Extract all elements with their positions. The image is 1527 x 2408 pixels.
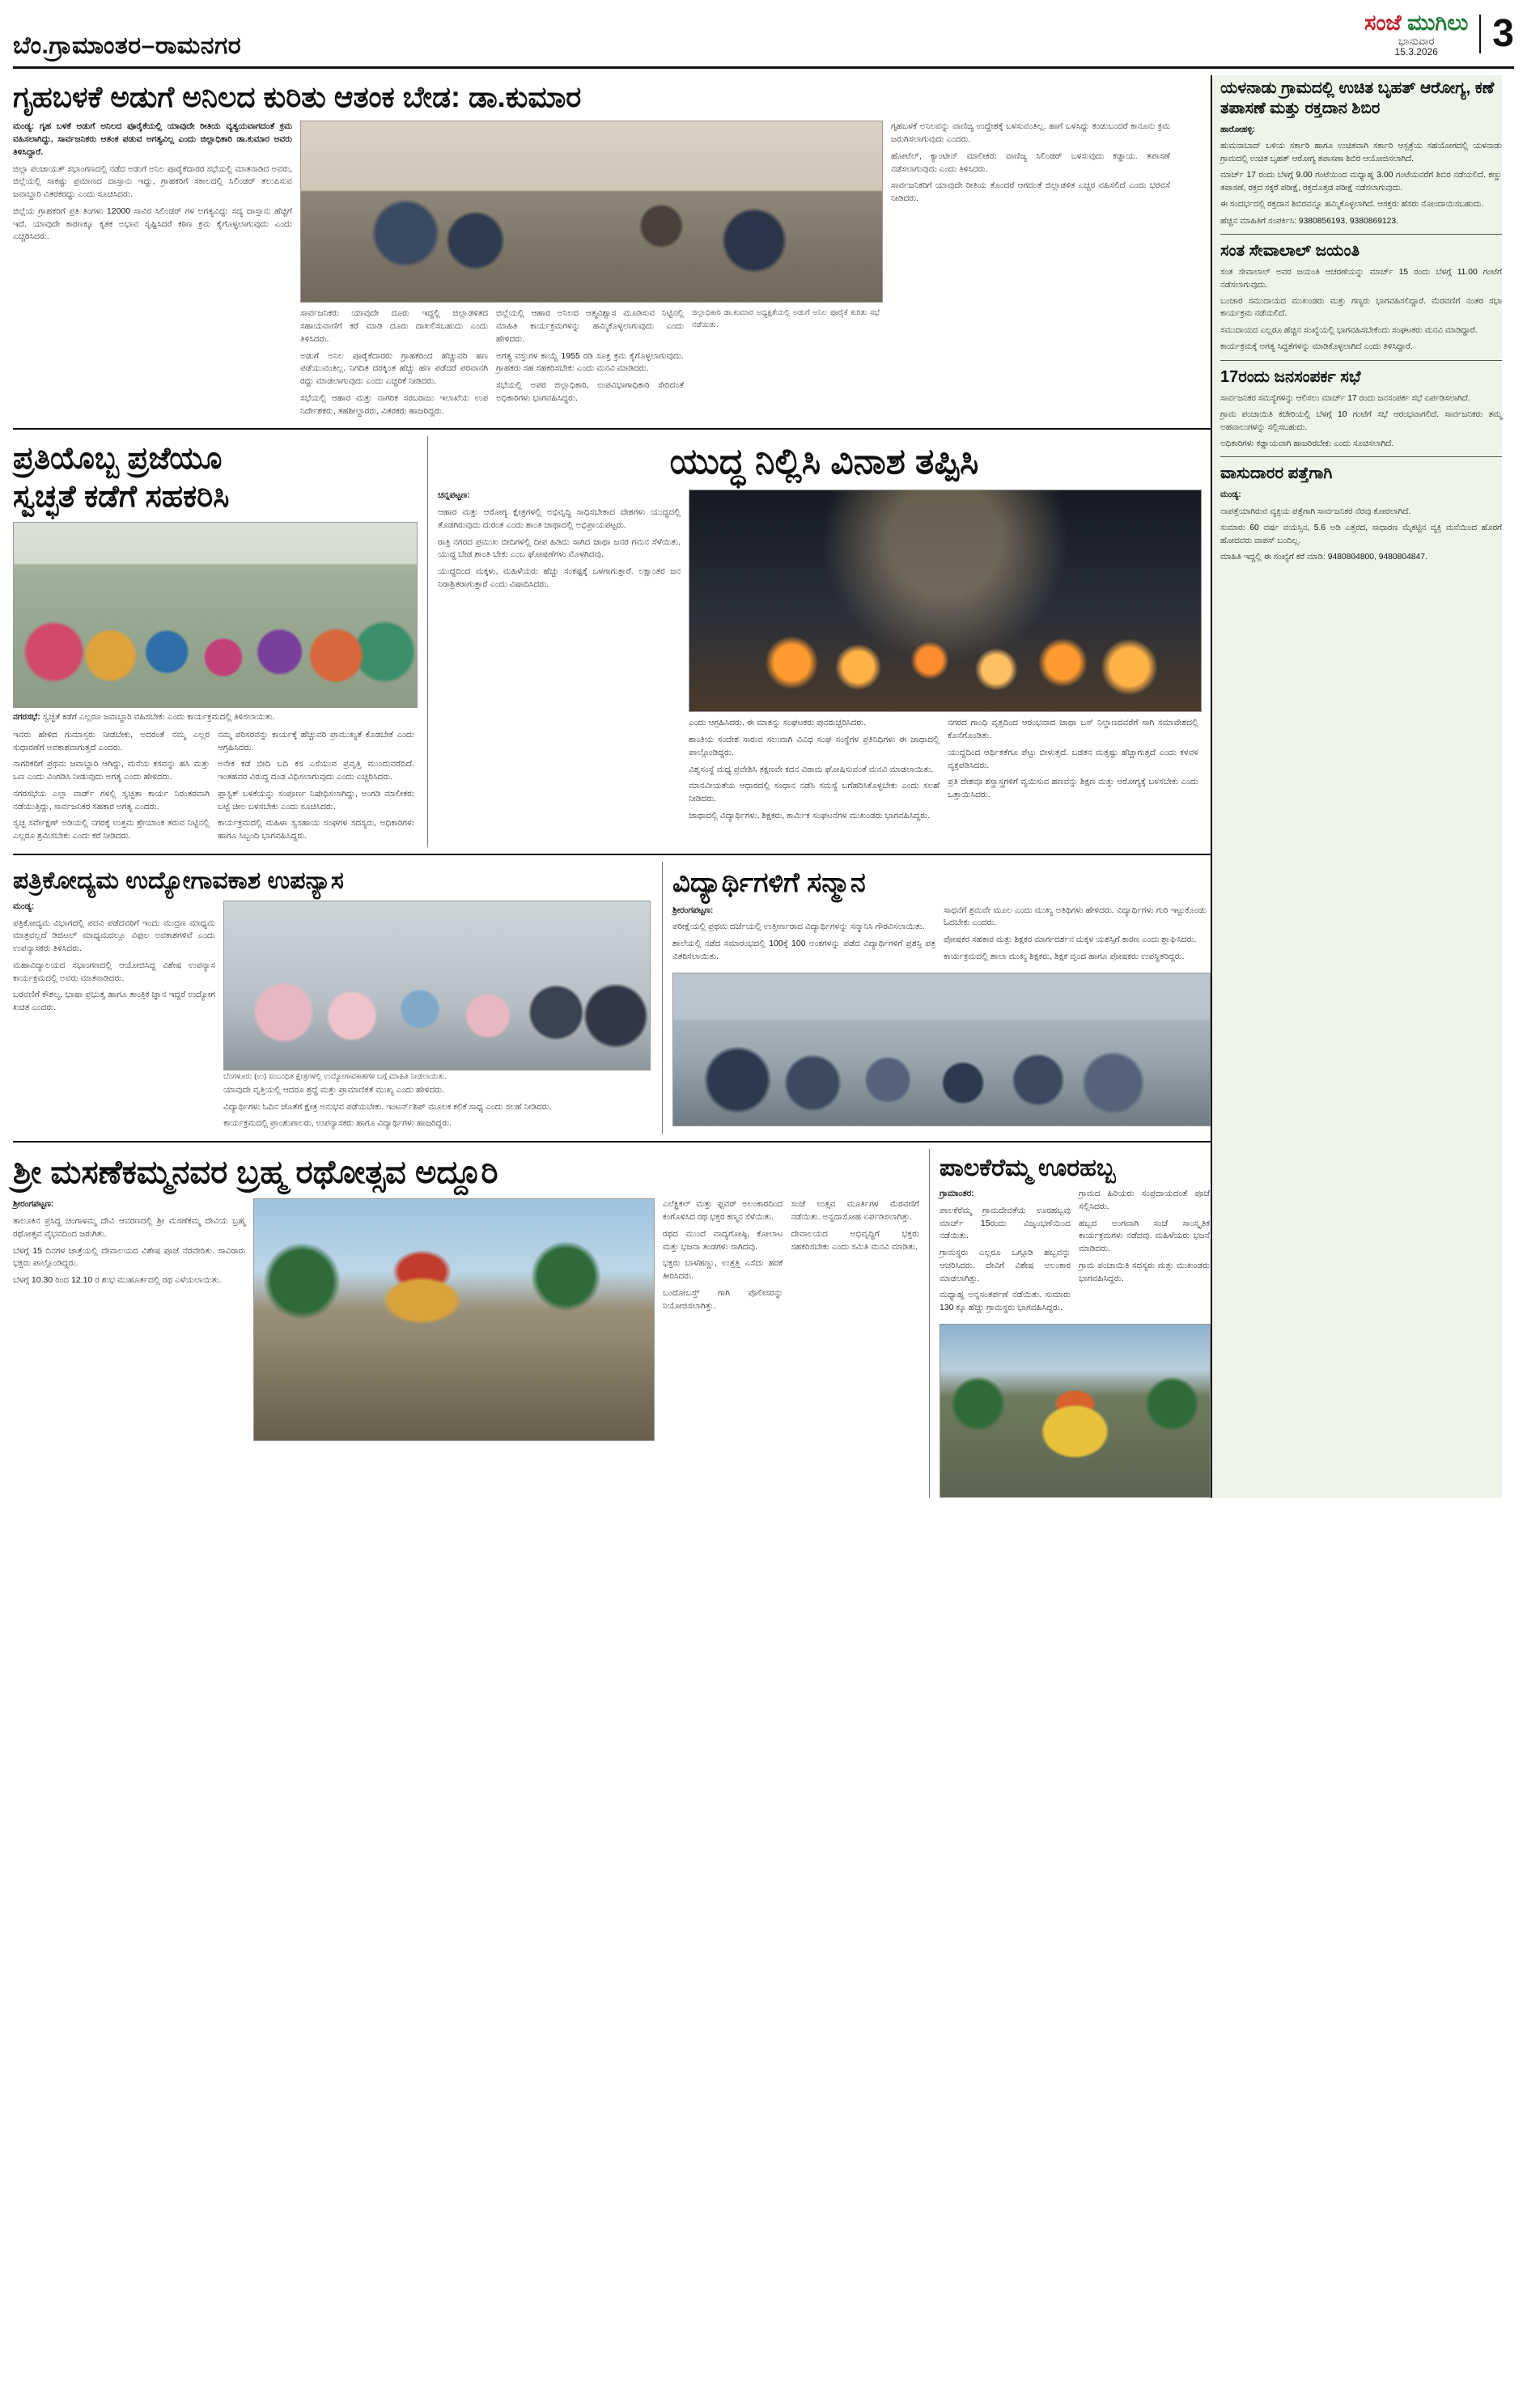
paragraph: ಪರೀಕ್ಷೆಯಲ್ಲಿ ಪ್ರಥಮ ದರ್ಜೆಯಲ್ಲಿ ಉತ್ತೀರ್ಣರಾದ ವಿದ್ಯಾರ್ಥಿಗಳನ್ನು ಸನ್ಮಾನಿಸಿ ಗೌರವಿಸಲಾಯಿತು.	[672, 922, 925, 932]
story-palakeremma	[940, 1149, 1211, 1498]
rail-health-camp-label: ಹಾರೋಹಳ್ಳಿ:	[1220, 125, 1255, 134]
logo-text-part2: ಮುಗಿಲು	[1407, 11, 1469, 35]
story-rathotsava-col2	[663, 1198, 783, 1316]
students-photo	[672, 973, 1211, 1126]
paragraph: ಎಂದು ಆಗ್ರಹಿಸಿದರು. ಈ ಮಾತನ್ನು ಸಂಘಟಕರು ಪುನರುಚ್ಚರಿಸಿದರು.	[689, 718, 867, 728]
paragraph: ಯುದ್ಧದಿಂದ ಆರ್ಥಿಕತೆಗೂ ಪೆಟ್ಟು ಬೀಳುತ್ತದೆ. ಬಡತನ ಮತ್ತಷ್ಟು ಹೆಚ್ಚಾಗುತ್ತದೆ ಎಂದು ಕಳವಳ ವ್ಯಕ್ತಪಡಿಸಿದರು.	[948, 747, 1198, 770]
story-journalism-col2	[223, 1084, 651, 1130]
paragraph: ಸಮುದಾಯದ ಎಲ್ಲರೂ ಹೆಚ್ಚಿನ ಸಂಖ್ಯೆಯಲ್ಲಿ ಭಾಗವಹಿಸಬೇಕೆಂದು ಸಂಘಟಕರು ಮನವಿ ಮಾಡಿದ್ದಾರೆ.	[1220, 325, 1478, 335]
paragraph: ಮಾಹಿತಿ ಇದ್ದಲ್ಲಿ ಈ ಸಂಖ್ಯೆಗೆ ಕರೆ ಮಾಡಿ: 9480804800, 9480804847.	[1220, 553, 1427, 562]
paragraph: ಕಾರ್ಯಕ್ರಮದಲ್ಲಿ ಪ್ರಾಂಶುಪಾಲರು, ಉಪನ್ಯಾಸಕರು ಹಾಗೂ ವಿದ್ಯಾರ್ಥಿಗಳು ಹಾಜರಿದ್ದರು.	[223, 1118, 452, 1129]
paragraph: ಬರವಣಿಗೆ ಕೌಶಲ್ಯ, ಭಾಷಾ ಪ್ರಭುತ್ವ ಹಾಗೂ ತಾಂತ್ರಿಕ ಜ್ಞಾನ ಇದ್ದರೆ ಉದ್ಯೋಗ ಖಚಿತ ಎಂದರು.	[13, 990, 215, 1013]
paragraph: ಮಾನವೀಯತೆಯ ಆಧಾರದಲ್ಲಿ ಸಂಧಾನ ನಡೆಸಿ ಸಮಸ್ಯೆ ಬಗೆಹರಿಸಿಕೊಳ್ಳಬೇಕು ಎಂದು ಸಲಹೆ ನೀಡಿದರು.	[689, 781, 940, 804]
story-student-felicitation	[672, 862, 1211, 1134]
paragraph: ಬಂಜಾರ ಸಮುದಾಯದ ಮುಖಂಡರು ಮತ್ತು ಗಣ್ಯರು ಭಾಗವಹಿಸಲಿದ್ದಾರೆ. ಮೆರವಣಿಗೆ ನಂತರ ಸಭಾ ಕಾರ್ಯಕ್ರಮ ನಡೆಯಲಿದೆ.	[1220, 296, 1502, 319]
paragraph: ಶಾಲೆಯಲ್ಲಿ ನಡೆದ ಸಮಾರಂಭದಲ್ಲಿ 100ಕ್ಕೆ 100 ಅಂಕಗಳನ್ನು ಪಡೆದ ವಿದ್ಯಾರ್ಥಿಗಳಿಗೆ ಪ್ರಶಸ್ತಿ ಪತ್ರ ವಿತರಿಸಲಾಯಿತು.	[672, 939, 935, 961]
rail-health-camp-headline: ಯಳನಾಡು ಗ್ರಾಮದಲ್ಲಿ ಉಚಿತ ಬೃಹತ್ ಆರೋಗ್ಯ, ಕಣೆ ತಪಾಸಣೆ ಮತ್ತು ರಕ್ತದಾನ ಶಿಬಿರ	[1220, 79, 1495, 117]
paragraph: ಅಡುಗೆ ಅನಿಲ ಪೂರೈಕೆದಾರರು ಗ್ರಾಹಕರಿಂದ ಹೆಚ್ಚುವರಿ ಹಣ ಪಡೆಯುವಂತಿಲ್ಲ. ನಿಗದಿತ ದರಕ್ಕಿಂತ ಹೆಚ್ಚು ಹಣ ಪಡೆದರೆ ಪರವಾನಗಿ ರದ್ದು ಮಾಡಲಾಗುವುದು ಎಂದು ಎಚ್ಚರಿಕೆ ನೀಡಿದರು.	[300, 350, 488, 387]
story-stop-war-col1	[438, 490, 681, 595]
paragraph: ಮಾರ್ಚ್ 17 ರಂದು ಬೆಳಗ್ಗೆ 9.00 ಗಂಟೆಯಿಂದ ಮಧ್ಯಾಹ್ನ 3.00 ಗಂಟೆಯವರೆಗೆ ಶಿಬಿರ ನಡೆಯಲಿದೆ. ಕಣ್ಣು ತಪಾಸಣೆ, ರಕ್ತದ ಸಕ್ಕರೆ ಪರೀಕ್ಷೆ, ರಕ್ತದೊತ್ತಡ ಪರೀಕ್ಷೆ ನಡೆಸಲಾಗುವುದು.	[1220, 171, 1502, 193]
story-rathotsava-col1	[13, 1198, 245, 1291]
paragraph: ಅಧಿಕಾರಿಗಳು ಕಡ್ಡಾಯವಾಗಿ ಹಾಜರಿರಬೇಕು ಎಂದು ಸೂಚಿಸಲಾಗಿದೆ.	[1220, 439, 1394, 448]
paragraph: ಸಾರ್ವಜನಿಕರ ಸಮಸ್ಯೆಗಳನ್ನು ಆಲಿಸಲು ಮಾರ್ಚ್ 17 ರಂದು ಜನಸಂಪರ್ಕ ಸಭೆ ಏರ್ಪಡಿಸಲಾಗಿದೆ.	[1220, 393, 1470, 403]
story-rathotsava-headline: ಶ್ರೀ ಮಸಣೆಕಮ್ಮನವರ ಬ್ರಹ್ಮ ರಥೋತ್ಸವ ಅದ್ದೂರಿ	[13, 1155, 498, 1191]
page-number: 3	[1479, 15, 1514, 53]
paragraph: ಸಾರ್ವಜನಿಕರು ಯಾವುದೇ ದೂರು ಇದ್ದಲ್ಲಿ ಜಿಲ್ಲಾಡಳಿತದ ಸಹಾಯವಾಣಿಗೆ ಕರೆ ಮಾಡಿ ದೂರು ದಾಖಲಿಸಬಹುದು ಎಂದು ತಿಳಿಸಿದರು.	[300, 308, 488, 344]
story-palakeremma-label: ಗ್ರಾಮಾಂತರ:	[940, 1189, 974, 1199]
story-journalism-headline: ಪತ್ರಿಕೋದ್ಯಮ ಉದ್ಯೋಗಾವಕಾಶ ಉಪನ್ಯಾಸ	[13, 867, 344, 894]
second-row	[13, 436, 1211, 846]
women-group-photo	[13, 522, 418, 708]
story-gas-supply-headline: ಗೃಹಬಳಕೆ ಅಡುಗೆ ಅನಿಲದ ಕುರಿತು ಆತಂಕ ಬೇಡ: ಡಾ.ಕುಮಾರ	[13, 80, 582, 113]
paragraph: ವಿಶ್ವಸಂಸ್ಥೆ ಮಧ್ಯ ಪ್ರವೇಶಿಸಿ ತಕ್ಷಣವೇ ಕದನ ವಿರಾಮ ಘೋಷಿಸುವಂತೆ ಮನವಿ ಮಾಡಲಾಯಿತು.	[689, 764, 934, 774]
paragraph: ಗ್ರಾಮ ಪಂಚಾಯಿತಿ ಕಚೇರಿಯಲ್ಲಿ ಬೆಳಗ್ಗೆ 10 ಗಂಟೆಗೆ ಸಭೆ ಆರಂಭವಾಗಲಿದೆ. ಸಾರ್ವಜನಿಕರು ತಮ್ಮ ಅಹವಾಲುಗಳನ್ನು ಸಲ್ಲಿಸಬಹುದು.	[1220, 410, 1502, 432]
paragraph: ಸುಮಾರು 60 ವರ್ಷ ವಯಸ್ಸಿನ, 5.6 ಅಡಿ ಎತ್ತರದ, ಸಾಧಾರಣ ಮೈಕಟ್ಟಿನ ವ್ಯಕ್ತಿ ಮನೆಯಿಂದ ಹೊರಗೆ ಹೋದವರು ವಾಪಸ್ ಬಂದಿಲ್ಲ.	[1220, 524, 1502, 545]
paragraph: ಆಹಾರ ಮತ್ತು ಆರೋಗ್ಯ ಕ್ಷೇತ್ರಗಳಲ್ಲಿ ಅಭಿವೃದ್ಧಿ ಸಾಧಿಸಬೇಕಾದ ದೇಶಗಳು ಯುದ್ಧದಲ್ಲಿ ತೊಡಗಿರುವುದು ದುರಂತ ಎಂದು ಶಾಂತಿ ಜಾಥಾದಲ್ಲಿ ಅಭಿಪ್ರಾಯಪಟ್ಟರು.	[438, 507, 681, 530]
paragraph: ಸಭೆಯಲ್ಲಿ ಆಹಾರ ಮತ್ತು ನಾಗರಿಕ ಸರಬರಾಜು ಇಲಾಖೆಯ ಉಪ ನಿರ್ದೇಶಕರು, ತಹಶೀಲ್ದಾರರು, ವಿತರಕರು ಹಾಜರಿದ್ದರು.	[300, 392, 488, 416]
paragraph: ಬಂದೋಬಸ್ತ್ ಗಾಗಿ ಪೊಲೀಸರನ್ನು ನಿಯೋಜಿಸಲಾಗಿತ್ತು.	[662, 1287, 783, 1311]
paragraph: ನಗರಸಭೆಯ ಎಲ್ಲಾ ವಾರ್ಡ್ ಗಳಲ್ಲಿ ಸ್ವಚ್ಛತಾ ಕಾರ್ಯ ನಿರಂತರವಾಗಿ ನಡೆಯುತ್ತಿದ್ದು, ಸಾರ್ವಜನಿಕರ ಸಹಕಾರ ಅಗತ್ಯ ಎಂದರು.	[13, 788, 210, 812]
paragraph: ಯುದ್ಧದಿಂದ ಮಕ್ಕಳು, ಮಹಿಳೆಯರು ಹೆಚ್ಚು ಸಂಕಷ್ಟಕ್ಕೆ ಒಳಗಾಗುತ್ತಾರೆ. ಲಕ್ಷಾಂತರ ಜನ ನಿರಾಶ್ರಿತರಾಗುತ್ತಾರೆ ಎಂದು ವಿಷಾದಿಸಿದರು.	[438, 566, 681, 589]
paragraph: ಕಾರ್ಯಕ್ರಮದಲ್ಲಿ ಶಾಲಾ ಮುಖ್ಯ ಶಿಕ್ಷಕರು, ಶಿಕ್ಷಕ ವೃಂದ ಹಾಗೂ ಪೋಷಕರು ಉಪಸ್ಥಿತರಿದ್ದರು.	[944, 951, 1185, 961]
story-gas-supply-caption-col	[692, 307, 880, 422]
story-journalism	[13, 862, 652, 1134]
paragraph: ಎಲೆಕ್ಟ್ರಿಕಲ್ ಮತ್ತು ಫ್ಲವರ್ ಅಲಂಕಾರದಿಂದ ಕಂಗೊಳಿಸಿದ ರಥ ಭಕ್ತರ ಕಣ್ಮನ ಸೆಳೆಯಿತು.	[662, 1199, 783, 1223]
paragraph: ವಿದ್ಯಾರ್ಥಿಗಳು ಓದಿನ ಜೊತೆಗೆ ಕ್ಷೇತ್ರ ಅನುಭವ ಪಡೆಯಬೇಕು. ಇಂಟರ್ನ್‌ಶಿಪ್ ಮೂಲಕ ಕಲಿಕೆ ಸಾಧ್ಯ ಎಂದು ಸಲಹೆ ನೀಡಿದರು.	[223, 1101, 552, 1112]
story-gas-supply	[13, 80, 1211, 422]
paragraph: ಹಬ್ಬದ ಅಂಗವಾಗಿ ಸಂಜೆ ಸಾಂಸ್ಕೃತಿಕ ಕಾರ್ಯಕ್ರಮಗಳು ನಡೆದವು. ಮಹಿಳೆಯರು ಭಜನೆ ಮಾಡಿದರು.	[1079, 1218, 1210, 1254]
story-palakeremma-headline: ಪಾಲಕೆರೆಮ್ಮ ಊರಹಬ್ಬ	[940, 1155, 1116, 1182]
paragraph: ಗ್ರಾಮದ ಹಿರಿಯರು ಸಂಪ್ರದಾಯದಂತೆ ಪೂಜೆ ಸಲ್ಲಿಸಿದರು.	[1079, 1189, 1210, 1211]
paragraph: ಶಾಂತಿಯ ಸಂದೇಶ ಸಾರುವ ಸಲುವಾಗಿ ವಿವಿಧ ಸಂಘ ಸಂಸ್ಥೆಗಳ ಪ್ರತಿನಿಧಿಗಳು ಈ ಜಾಥಾದಲ್ಲಿ ಪಾಲ್ಗೊಂಡಿದ್ದರು.	[689, 735, 940, 757]
story-rathotsava-col3	[791, 1198, 919, 1257]
paragraph: ಪ್ರತಿ ದೇಶವೂ ಶಸ್ತ್ರಾಸ್ತ್ರಗಳಿಗೆ ವ್ಯಯಿಸುವ ಹಣವನ್ನು ಶಿಕ್ಷಣ ಮತ್ತು ಆರೋಗ್ಯಕ್ಕೆ ಬಳಸಬೇಕು ಎಂದು ಒತ್ತಾಯಿಸಿದರು.	[948, 777, 1198, 800]
story-cleanliness-headline-line2: ಸ್ವಚ್ಛತೆ ಕಡೆಗೆ ಸಹಕರಿಸಿ	[13, 480, 230, 515]
story-palakeremma-col1	[940, 1188, 1071, 1319]
paragraph: ಗೃಹಬಳಕೆ ಅನಿಲವನ್ನು ವಾಣಿಜ್ಯ ಉದ್ದೇಶಕ್ಕೆ ಬಳಸುವಂತಿಲ್ಲ. ಹಾಗೆ ಬಳಸಿದ್ದು ಕಂಡುಬಂದರೆ ಕಾನೂನು ಕ್ರಮ ಜರುಗಿಸಲಾಗುವುದು ಎಂದರು.	[891, 121, 1170, 145]
fourth-row	[13, 1149, 1211, 1498]
paragraph: ಇವರು ಹೇಳಿದ ಗುಮಾಸ್ತರು ನೀಡಬೇಕು, ಅದರಂತೆ ನಮ್ಮ ಎಲ್ಲರ ಸುಧಾರಣೆಗೆ ಅವಕಾಶವಾಗುತ್ತದೆ ಎಂದರು.	[13, 729, 210, 752]
story-stop-war-label: ಚನ್ನಪಟ್ಟಣ:	[438, 490, 470, 501]
paragraph: ನಾಗರಿಕರಿಗೆ ಪ್ರಥಮ ಜವಾಬ್ದಾರಿ ಆಗಿದ್ದು, ಮನೆಯ ಕಸವನ್ನು ಹಸಿ ಮತ್ತು ಒಣ ಎಂದು ವಿಂಗಡಿಸಿ ನೀಡುವುದು ಅಗತ್ಯ ಎಂದು ಹೇಳಿದರು.	[13, 759, 210, 782]
meeting-photo	[300, 121, 883, 303]
story-journalism-caption: ಬೆಂಗಳೂರು (ಉ) ಸಂಬಂಧಿತ ಕ್ಷೇತ್ರಗಳಲ್ಲಿ ಉದ್ಯೋಗಾವಕಾಶಗಳ ಬಗ್ಗೆ ಮಾಹಿತಿ ನೀಡಲಾಯಿತು.	[223, 1071, 447, 1081]
paragraph: ಮಧ್ಯಾಹ್ನ ಅನ್ನಸಂತರ್ಪಣೆ ನಡೆಯಿತು. ಸುಮಾರು 130 ಕ್ಕೂ ಹೆಚ್ಚು ಗ್ರಾಮಸ್ಥರು ಭಾಗವಹಿಸಿದ್ದರು.	[940, 1290, 1071, 1313]
paragraph: ಸಭೆಯಲ್ಲಿ ಅಪರ ಜಿಲ್ಲಾಧಿಕಾರಿ, ಉಪವಿಭಾಗಾಧಿಕಾರಿ ಸೇರಿದಂತೆ ಅಧಿಕಾರಿಗಳು ಭಾಗವಹಿಸಿದ್ದರು.	[496, 380, 684, 403]
paragraph: ರಾತ್ರಿ ನಗರದ ಪ್ರಮುಖ ಬೀದಿಗಳಲ್ಲಿ ದೀಪ ಹಿಡಿದು ಸಾಗಿದ ಜಾಥಾ ಜನರ ಗಮನ ಸೆಳೆಯಿತು. ಯುದ್ಧ ಬೇಡ ಶಾಂತಿ ಬೇಕು ಎಂಬ ಘೋಷಣೆಗಳು ಮೊಳಗಿದವು.	[438, 536, 681, 560]
third-row	[13, 862, 1211, 1134]
story-stop-war-right	[689, 490, 1202, 826]
story-cleanliness-caption-label: ನಗರಸಭೆ:	[13, 712, 40, 723]
weekday-label: ಭಾನುವಾರ	[1398, 35, 1435, 48]
story-cleanliness-caption: ಸ್ವಚ್ಛತೆ ಕಡೆಗೆ ಎಲ್ಲರೂ ಜವಾಬ್ದಾರಿ ವಹಿಸಬೇಕು ಎಂದು ಕಾರ್ಯಕ್ರಮದಲ್ಲಿ ತಿಳಿಸಲಾಯಿತು.	[42, 712, 275, 723]
story-rathotsava	[13, 1149, 919, 1498]
logo-text	[1364, 11, 1468, 34]
paragraph: ಅಗತ್ಯ ವಸ್ತುಗಳ ಕಾಯ್ದೆ 1955 ರಡಿ ಸೂಕ್ತ ಕ್ರಮ ಕೈಗೊಳ್ಳಲಾಗುವುದು. ಗ್ರಾಹಕರು ಸಹ ಸಹಕರಿಸಬೇಕು ಎಂದು ಮನವಿ ಮಾಡಿದರು.	[496, 350, 684, 374]
night-rally-photo	[689, 490, 1202, 712]
rail-sevalal-headline: ಸಂತ ಸೇವಾಲಾಲ್ ಜಯಂತಿ	[1220, 242, 1360, 261]
photo-caption: ಜಿಲ್ಲಾಧಿಕಾರಿ ಡಾ.ಕುಮಾರ ಅಧ್ಯಕ್ಷತೆಯಲ್ಲಿ ಅಡುಗೆ ಅನಿಲ ಪೂರೈಕೆ ಕುರಿತು ಸಭೆ ನಡೆಯಿತು.	[692, 308, 880, 329]
publication-logo	[1364, 11, 1468, 57]
story-journalism-label: ಮಂಡ್ಯ:	[13, 901, 35, 911]
paragraph: ಬೆಳಗ್ಗೆ 10.30 ರಿಂದ 12.10 ರ ಶುಭ ಮುಹೂರ್ತದಲ್ಲಿ ರಥ ಎಳೆಯಲಾಯಿತು.	[13, 1275, 222, 1286]
story-stop-war	[438, 436, 1211, 846]
paragraph: ದೇವಾಲಯದ ಅಭಿವೃದ್ಧಿಗೆ ಭಕ್ತರು ಸಹಕರಿಸಬೇಕು ಎಂದು ಸಮಿತಿ ಮನವಿ ಮಾಡಿತು.	[791, 1228, 919, 1252]
main-content-area	[13, 75, 1211, 1498]
paragraph: ಈ ಸಂದರ್ಭದಲ್ಲಿ ರಕ್ತದಾನ ಶಿಬಿರವನ್ನೂ ಹಮ್ಮಿಕೊಳ್ಳಲಾಗಿದೆ. ಆಸಕ್ತರು ಹೆಸರು ನೋಂದಾಯಿಸಬಹುದು.	[1220, 200, 1484, 210]
rail-item-missing-person	[1220, 464, 1502, 563]
masthead-right	[1364, 11, 1514, 57]
rail-public-meeting-headline: 17ರಂದು ಜನಸಂಪರ್ಕ ಸಭೆ	[1220, 367, 1361, 386]
paragraph: ಹೆಚ್ಚಿನ ಮಾಹಿತಿಗೆ ಸಂಪರ್ಕಿಸಿ: 9380856193, 9380869123.	[1220, 216, 1398, 226]
paragraph: ಜಾಥಾದಲ್ಲಿ ವಿದ್ಯಾರ್ಥಿಗಳು, ಶಿಕ್ಷಕರು, ಕಾರ್ಮಿಕ ಸಂಘಟನೆಗಳ ಮುಖಂಡರು ಭಾಗವಹಿಸಿದ್ದರು.	[689, 810, 931, 820]
paragraph: ಜಿಲ್ಲೆಯಲ್ಲಿ ಆಹಾರ ಅನಿಲದ ಆತ್ಮವಿಶ್ವಾಸ ಮೂಡಿಸುವ ನಿಟ್ಟಿನಲ್ಲಿ ಮಾಹಿತಿ ಕಾರ್ಯಕ್ರಮಗಳನ್ನು ಹಮ್ಮಿಕೊಳ್ಳಲಾಗುವುದು ಎಂದು ಹೇಳಿದರು.	[496, 308, 684, 344]
paragraph: ಕಾರ್ಯಕ್ರಮದಲ್ಲಿ ಮಹಿಳಾ ಸ್ವಸಹಾಯ ಸಂಘಗಳ ಸದಸ್ಯರು, ಅಧಿಕಾರಿಗಳು ಹಾಗೂ ಸಿಬ್ಬಂದಿ ಭಾಗವಹಿಸಿದ್ದರು.	[218, 818, 414, 842]
paragraph: ರಥದ ಮುಂದೆ ವಾದ್ಯಗೋಷ್ಠಿ, ಕೋಲಾಟ ಮತ್ತು ಭಜನಾ ತಂಡಗಳು ಸಾಗಿದವು.	[662, 1228, 783, 1252]
paragraph: ಯಾವುದೇ ವೃತ್ತಿಯಲ್ಲಿ ಆದರೂ ಶ್ರದ್ಧೆ ಮತ್ತು ಪ್ರಾಮಾಣಿಕತೆ ಮುಖ್ಯ ಎಂದು ಹೇಳಿದರು.	[223, 1084, 445, 1095]
paragraph: ಸಂತ ಸೇವಾಲಾಲ್ ಅವರ ಜಯಂತಿ ಆಚರಣೆಯನ್ನು ಮಾರ್ಚ್ 15 ರಂದು ಬೆಳಗ್ಗೆ 11.00 ಗಂಟೆಗೆ ನಡೆಸಲಾಗುವುದು.	[1220, 268, 1502, 290]
chariot-festival-photo	[253, 1198, 654, 1441]
rail-item-public-meeting	[1220, 367, 1502, 451]
masthead	[13, 11, 1514, 69]
edition-name: ಬೆಂ.ಗ್ರಾಮಾಂತರ–ರಾಮನಗರ	[13, 32, 242, 59]
rail-missing-person-label: ಮಂಡ್ಯ:	[1220, 490, 1241, 500]
story-student-col2	[944, 905, 1207, 968]
paragraph: ಹುಮನಾಬಾದ್ ಬಳಿಯ ಸರ್ಕಾರಿ ಹಾಗೂ ಉಚಿತವಾಗಿ ಸರ್ಕಾರಿ ಆಸ್ಪತ್ರೆಯ ಸಹಯೋಗದಲ್ಲಿ ಯಳನಾಡು ಗ್ರಾಮದಲ್ಲಿ ಉಚಿತ ಬೃಹತ್ ಆರೋಗ್ಯ ತಪಾಸಣಾ ಶಿಬಿರ ಆಯೋಜಿಸಲಾಗಿದೆ.	[1220, 142, 1502, 163]
paragraph: ಪೋಷಕರ ಸಹಕಾರ ಮತ್ತು ಶಿಕ್ಷಕರ ಮಾರ್ಗದರ್ಶನ ಮಕ್ಕಳ ಯಶಸ್ಸಿಗೆ ಕಾರಣ ಎಂದು ಶ್ಲಾಘಿಸಿದರು.	[944, 935, 1197, 945]
temple-deity-photo	[940, 1324, 1211, 1498]
paragraph: ಸಂಜೆ ಉತ್ಸವ ಮೂರ್ತಿಗಳ ಮೆರವಣಿಗೆ ನಡೆಯಿತು. ಅನ್ನದಾಸೋಹ ಏರ್ಪಡಿಸಲಾಗಿತ್ತು.	[791, 1199, 919, 1223]
paragraph: ಜಿಲ್ಲಾ ಪಂಚಾಯತ್ ಸಭಾಂಗಣದಲ್ಲಿ ನಡೆದ ಅಡುಗೆ ಅನಿಲ ಪೂರೈಕೆದಾರರ ಸಭೆಯಲ್ಲಿ ಮಾತನಾಡಿದ ಅವರು, ಜಿಲ್ಲೆಯಲ್ಲಿ ಸಾಕಷ್ಟು ಪ್ರಮಾಣದ ದಾಸ್ತಾನು ಇದ್ದು, ಗ್ರಾಹಕರಿಗೆ ಸಕಾಲದಲ್ಲಿ ಸಿಲಿಂಡರ್ ತಲುಪಿಸುವ ಜವಾಬ್ದಾರಿ ವಿತರಕರದ್ದು ಎಂದು ಸೂಚಿಸಿದರು.	[13, 163, 292, 200]
paragraph: ಸ್ವಚ್ಛ ಸರ್ವೇಕ್ಷಣ್ ಅಡಿಯಲ್ಲಿ ನಗರಕ್ಕೆ ಉತ್ತಮ ಶ್ರೇಯಾಂಕ ತರುವ ನಿಟ್ಟಿನಲ್ಲಿ ಎಲ್ಲರೂ ಶ್ರಮಿಸಬೇಕು ಎಂದು ಕರೆ ನೀಡಿದರು.	[13, 818, 210, 842]
paragraph: ಬೆಳಗ್ಗೆ 15 ದಿನಗಳ ಜಾತ್ರೆಯಲ್ಲಿ ದೇವಾಲಯದ ವಿಶೇಷ ಪೂಜೆ ನೆರವೇರಿತು. ಸಾವಿರಾರು ಭಕ್ತರು ಪಾಲ್ಗೊಂಡಿದ್ದರು.	[13, 1245, 246, 1269]
paragraph: ತಾಲೂಕಿನ ಪ್ರಸಿದ್ಧ ಚಂಗಾಳಮ್ಮ ದೇವಿ ಆವರಣದಲ್ಲಿ ಶ್ರೀ ಮಸಣೆಕಮ್ಮ ದೇವಿಯ ಬ್ರಹ್ಮ ರಥೋತ್ಸವ ವೈಭವದಿಂದ ಜರುಗಿತು.	[13, 1216, 246, 1239]
logo-text-part1: ಸಂಜೆ	[1364, 11, 1402, 35]
paragraph: ಭಕ್ತರು ಬಾಳೆಹಣ್ಣು, ಉತ್ತತ್ತಿ ಎಸೆದು ಹರಕೆ ತೀರಿಸಿದರು.	[662, 1258, 783, 1282]
paragraph: ಗ್ರಾಮಸ್ಥರು ಎಲ್ಲರೂ ಒಗ್ಗೂಡಿ ಹಬ್ಬವನ್ನು ಆಚರಿಸಿದರು. ದೇವಿಗೆ ವಿಶೇಷ ಅಲಂಕಾರ ಮಾಡಲಾಗಿತ್ತು.	[940, 1248, 1071, 1283]
date-label: 15.3.2026	[1394, 45, 1438, 57]
journalism-group-photo	[223, 901, 651, 1070]
story-rathotsava-photo-block	[253, 1198, 654, 1441]
story-cleanliness	[13, 436, 418, 846]
paragraph: ನಾಪತ್ತೆಯಾಗಿರುವ ವ್ಯಕ್ತಿಯ ಪತ್ತೆಗಾಗಿ ಸಾರ್ವಜನಿಕರ ನೆರವು ಕೋರಲಾಗಿದೆ.	[1220, 507, 1411, 516]
paragraph: ಹೋಟೆಲ್, ಕ್ಯಾಂಟೀನ್ ಮಾಲೀಕರು ವಾಣಿಜ್ಯ ಸಿಲಿಂಡರ್ ಬಳಸುವುದು ಕಡ್ಡಾಯ. ತಪಾಸಣೆ ನಡೆಸಲಾಗುವುದು ಎಂದು ತಿಳಿಸಿದರು.	[891, 150, 1170, 174]
paragraph: ಅನೇಕ ಕಡೆ ಬೀದಿ ಬದಿ ಕಸ ಎಸೆಯುವ ಪ್ರವೃತ್ತಿ ಮುಂದುವರೆದಿದೆ. ಇಂತಹವರ ವಿರುದ್ಧ ದಂಡ ವಿಧಿಸಲಾಗುವುದು ಎಂದು ಎಚ್ಚರಿಸಿದರು.	[218, 759, 414, 782]
story-stop-war-col3	[948, 717, 1198, 826]
story-stop-war-col2	[689, 717, 940, 826]
rail-item-sevalal-jayanti	[1220, 241, 1502, 354]
rail-missing-person-headline: ವಾಸುದಾರರ ಪತ್ತೆಗಾಗಿ	[1220, 464, 1333, 483]
paragraph: ನಮ್ಮ ಪರಿಸರವನ್ನು ಕಾರ್ಯಕ್ಕೆ ಹೆಚ್ಚುವರಿ ಪ್ರಾಮುಖ್ಯತೆ ಕೊಡಬೇಕೆ ಎಂದು ಆಗ್ರಹಿಸಿದರು.	[218, 729, 414, 752]
story-palakeremma-col2	[1079, 1188, 1210, 1289]
paragraph: ನಗರದ ಗಾಂಧಿ ವೃತ್ತದಿಂದ ಆರಂಭವಾದ ಜಾಥಾ ಬಸ್ ನಿಲ್ದಾಣದವರೆಗೆ ಸಾಗಿ ಸಮಾವೇಶದಲ್ಲಿ ಕೊನೆಗೊಂಡಿತು.	[948, 718, 1198, 741]
paragraph: ಜಿಲ್ಲೆಯ ಗ್ರಾಹಕರಿಗೆ ಪ್ರತಿ ತಿಂಗಳು 12000 ಸಾವಿರ ಸಿಲಿಂಡರ್ ಗಳ ಅಗತ್ಯವಿದ್ದು ಸದ್ಯ ದಾಸ್ತಾನು ಹೆಚ್ಚಿಗೆ ಇದೆ. ಯಾವುದೇ ಕಾರಣಕ್ಕೂ ಕೃತಕ ಅಭಾವ ಸೃಷ್ಟಿಸಿದರೆ ಕಠಿಣ ಕ್ರಮ ಕೈಗೊಳ್ಳಲಾಗುವುದು ಎಂದು ಎಚ್ಚರಿಸಿದರು.	[13, 206, 292, 242]
story-journalism-col1	[13, 901, 215, 1019]
story-student-col1	[672, 905, 935, 968]
paragraph: ಪ್ಲಾಸ್ಟಿಕ್ ಬಳಕೆಯನ್ನು ಸಂಪೂರ್ಣ ನಿಷೇಧಿಸಲಾಗಿದ್ದು, ಅಂಗಡಿ ಮಾಲೀಕರು ಬಟ್ಟೆ ಚೀಲ ಬಳಸಬೇಕು ಎಂದು ಸೂಚಿಸಿದರು.	[218, 788, 414, 812]
story-journalism-right	[223, 901, 651, 1134]
paragraph: ಪಾಲಕೆರೆಮ್ಮ ಗ್ರಾಮದೇವತೆಯ ಊರಹಬ್ಬವು ಮಾರ್ಚ್ 15ರಂದು ವಿಜೃಂಭಣೆಯಿಂದ ನಡೆಯಿತು.	[940, 1205, 1071, 1241]
paragraph: ಮಹಾವಿದ್ಯಾಲಯದ ಸಭಾಂಗಣದಲ್ಲಿ ಆಯೋಜಿಸಿದ್ದ ವಿಶೇಷ ಉಪನ್ಯಾಸ ಕಾರ್ಯಕ್ರಮದಲ್ಲಿ ಅವರು ಮಾತನಾಡಿದರು.	[13, 960, 215, 983]
story-gas-supply-col3	[496, 307, 684, 422]
story-cleanliness-col2	[218, 729, 414, 847]
paragraph: ಸಾಧನೆಗೆ ಶ್ರಮವೇ ಮೂಲ ಎಂದು ಮುಖ್ಯ ಅತಿಥಿಗಳು ಹೇಳಿದರು. ವಿದ್ಯಾರ್ಥಿಗಳು ಗುರಿ ಇಟ್ಟುಕೊಂಡು ಓದಬೇಕು ಎಂದರು.	[944, 905, 1207, 928]
story-rathotsava-label: ಶ್ರೀರಂಗಪಟ್ಟಣ:	[13, 1199, 54, 1210]
story-gas-supply-photo-block	[300, 121, 883, 422]
story-gas-supply-col1	[13, 121, 292, 248]
paragraph: ಮಂಡ್ಯ: ಗೃಹ ಬಳಕೆ ಅಡುಗೆ ಅನಿಲದ ಪೂರೈಕೆಯಲ್ಲಿ ಯಾವುದೇ ರೀತಿಯ ವ್ಯತ್ಯಯವಾಗದಂತೆ ಕ್ರಮ ವಹಿಸಲಾಗಿದ್ದು, ಸಾರ್ವಜನಿಕರು ಆತಂಕ ಪಡುವ ಅಗತ್ಯವಿಲ್ಲ ಎಂದು ಜಿಲ್ಲಾಧಿಕಾರಿ ಡಾ.ಕುಮಾರ ಅವರು ತಿಳಿಸಿದ್ದಾರೆ.	[13, 121, 292, 157]
story-cleanliness-headline-line1: ಪ್ರತಿಯೊಬ್ಬ ಪ್ರಜೆಯೂ	[13, 442, 223, 477]
story-gas-supply-col4	[891, 121, 1170, 210]
story-student-felicitation-headline: ವಿದ್ಯಾರ್ಥಿಗಳಿಗೆ ಸನ್ಮಾನ	[672, 867, 866, 898]
page-body	[13, 75, 1514, 1498]
story-cleanliness-col1	[13, 729, 210, 847]
paragraph: ಸಾರ್ವಜನಿಕರಿಗೆ ಯಾವುದೇ ರೀತಿಯ ತೊಂದರೆ ಆಗದಂತೆ ಜಿಲ್ಲಾಡಳಿತ ಎಚ್ಚರ ವಹಿಸಲಿದೆ ಎಂದು ಭರವಸೆ ನೀಡಿದರು.	[891, 180, 1170, 204]
story-stop-war-headline: ಯುದ್ಧ ನಿಲ್ಲಿಸಿ ವಿನಾಶ ತಪ್ಪಿಸಿ	[669, 442, 979, 482]
paragraph: ಕಾರ್ಯಕ್ರಮಕ್ಕೆ ಅಗತ್ಯ ಸಿದ್ಧತೆಗಳನ್ನು ಮಾಡಿಕೊಳ್ಳಲಾಗಿದೆ ಎಂದು ತಿಳಿಸಿದ್ದಾರೆ.	[1220, 342, 1413, 352]
story-gas-supply-col2	[300, 307, 488, 422]
paragraph: ಪತ್ರಿಕೋದ್ಯಮ ವಿಭಾಗದಲ್ಲಿ ಪದವಿ ಪಡೆದವರಿಗೆ ಇಂದು ಮುದ್ರಣ ಮಾಧ್ಯಮ ಮಾತ್ರವಲ್ಲದೆ ಡಿಜಿಟಲ್ ಮಾಧ್ಯಮದಲ್ಲೂ ವಿಫುಲ ಅವಕಾಶಗಳಿವೆ ಎಂದು ಉಪನ್ಯಾಸಕರು ತಿಳಿಸಿದರು.	[13, 918, 215, 954]
rail-item-health-camp	[1220, 78, 1502, 227]
story-student-label: ಶ್ರೀರಂಗಪಟ್ಟಣ:	[672, 905, 714, 915]
right-rail	[1211, 75, 1502, 1498]
paragraph: ಗ್ರಾಮ ಪಂಚಾಯಿತಿ ಸದಸ್ಯರು ಮತ್ತು ಮುಖಂಡರು ಭಾಗವಹಿಸಿದ್ದರು.	[1079, 1260, 1210, 1283]
